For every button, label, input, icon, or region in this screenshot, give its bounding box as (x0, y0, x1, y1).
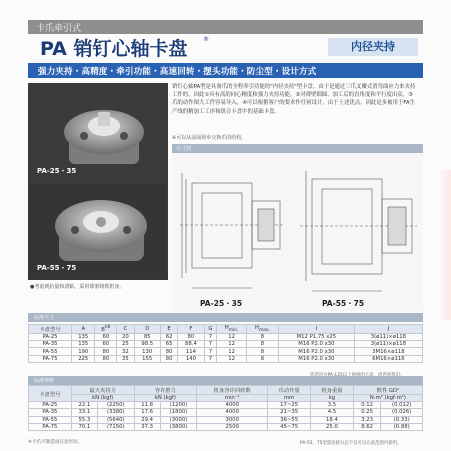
table-cell: (0.026) (381, 409, 423, 416)
table-cell: PA-35 (29, 341, 72, 348)
clamping-type-badge: 内径夹持 (328, 38, 418, 56)
table-cell: M16 P2.0 x30 (279, 355, 355, 362)
perf-footnote-right: PA-55、75型需连接分总不仅可以在此范围内使用。 (300, 441, 402, 446)
table-row (29, 355, 423, 362)
table-cell: 12 (217, 334, 247, 341)
table-row (29, 341, 423, 348)
category-bar (28, 20, 423, 34)
table-cell: 29.4 (134, 416, 160, 423)
table-cell: 65 (160, 341, 177, 348)
table-cell: 88.4 (178, 341, 204, 348)
table-row (29, 409, 423, 416)
table-cell: 33.1 (71, 409, 97, 416)
table-cell: (3380) (98, 409, 135, 416)
table-cell: (3000) (160, 416, 197, 423)
perf-footnote: ※卡爪可制造成任意形状。 (28, 440, 83, 445)
unit-header: min⁻¹ (197, 395, 268, 402)
col-header: $H_{min.}$ (217, 325, 247, 334)
table-cell: (0.012) (381, 402, 423, 409)
table-cell: 3(ø11)×ø118 (354, 341, 422, 348)
col-header: E (160, 325, 177, 334)
table-cell: 2500 (197, 423, 268, 430)
table-cell: 114 (178, 348, 204, 355)
edge-artifact (437, 170, 451, 320)
table-cell: 45~75 (268, 423, 311, 430)
table-cell: 8 (246, 355, 278, 362)
table-cell: 22.1 (71, 402, 97, 409)
unit-header: kN (kgf) (71, 395, 134, 402)
table-cell: 12 (217, 341, 247, 348)
table-header-row (29, 325, 423, 334)
photo-label: PA-55・75 (37, 264, 77, 272)
table-cell: (0.88) (381, 423, 423, 430)
unit-header: mm (268, 395, 311, 402)
table-cell: 0.12 (353, 402, 381, 409)
col-header: 机身重量 (311, 386, 354, 395)
perf-section-title: 标准规格 (34, 378, 55, 384)
spec-section-title: 标准尺寸 (34, 315, 55, 321)
performance-table (28, 385, 423, 431)
table-cell: (0.33) (381, 416, 423, 423)
table-cell: PA-55 (29, 416, 72, 423)
table-cell: 11.8 (134, 402, 160, 409)
table-cell: 35 (117, 355, 134, 362)
structure-note: ※可以从前面简单交换爪的结构。 (172, 135, 247, 141)
table-cell: 3(ø11)×ø118 (354, 334, 422, 341)
table-cell: 12 (217, 355, 247, 362)
table-cell: 3.5 (311, 402, 354, 409)
table-cell: 80 (160, 348, 177, 355)
col-header: 最大夹持力 (71, 386, 134, 395)
table-cell: 98.5 (134, 341, 160, 348)
col-header: 卡盘型号 (29, 325, 72, 334)
table-cell: PA-75 (29, 423, 72, 430)
table-cell: PA-75 (29, 355, 72, 362)
table-row (29, 416, 423, 423)
page-title: PA 销钉心轴卡盘 (40, 38, 188, 60)
col-header: A (72, 325, 95, 334)
table-cell: 4.5 (311, 409, 354, 416)
spec-section-header (28, 313, 423, 322)
table-cell: 20 (117, 334, 134, 341)
col-header: 爪动作量 (268, 386, 311, 395)
table-cell: 140 (178, 355, 204, 362)
table-cell: 85 (134, 334, 160, 341)
table-cell: PA-25 (29, 334, 72, 341)
table-cell: 8.62 (353, 423, 381, 430)
table-cell: 80 (95, 348, 117, 355)
table-row (29, 402, 423, 409)
col-header: $H_{max.}$ (246, 325, 278, 334)
table-cell: 225 (72, 355, 95, 362)
table-cell: 130 (134, 348, 160, 355)
col-header: 卡盘型号 (29, 386, 72, 402)
table-cell: (7150) (98, 423, 135, 430)
table-cell: 8 (246, 334, 278, 341)
product-description: 销钉心轴PA型是具备爪的全程牵引功能的"内径夹持"型卡盘。由于是通过三爪叉瓣式消弯曲应力来夹持工件的，因此①具有高的同心精度和强力夹持功能，②对薄壁细圆、加工后的直角度和平行度出众，③爪的动作图大工件容易导入，④可以根据客户的要求作任何设计，由于上述优点，因此是多被用于FA生产线的精加工工序和组合卡盘中的基础卡盘。 (172, 84, 416, 115)
table-cell: M16 P2.0 x30 (279, 348, 355, 355)
table-row (29, 348, 423, 355)
table-cell: 25 (117, 341, 134, 348)
feature-bar (28, 63, 423, 78)
table-cell: 7 (204, 355, 217, 362)
table-cell: PA-25 (29, 402, 72, 409)
table-cell: 4000 (197, 402, 268, 409)
table-cell: 60 (95, 341, 117, 348)
table-cell: 12 (217, 348, 247, 355)
table-cell: 37.3 (134, 423, 160, 430)
col-header: 惯性 GD² (353, 386, 422, 395)
table-cell: 135 (72, 334, 95, 341)
table-cell: 6M16×ø116 (354, 355, 422, 362)
table-cell: 60 (95, 334, 117, 341)
table-cell: (3800) (160, 423, 197, 430)
table-cell: 7 (204, 341, 217, 348)
col-header: F (178, 325, 204, 334)
table-cell: (1800) (160, 409, 197, 416)
unit-header: kg (311, 395, 354, 402)
col-header: G (204, 325, 217, 334)
table-cell: 70.1 (71, 423, 97, 430)
drawing-canvas (172, 153, 423, 311)
photo-label: PA-25・35 (37, 167, 77, 175)
table-unit-row (29, 395, 423, 402)
drawing-label-pa55-75: PA-55・75 (322, 299, 365, 308)
table-cell: M16 P2.0 x30 (279, 341, 355, 348)
table-cell: 18.4 (311, 416, 354, 423)
drawing-label-pa25-35: PA-25・35 (200, 299, 243, 308)
table-cell: 55.3 (71, 416, 97, 423)
drawing-section-title: 尺寸图 (176, 146, 192, 152)
table-cell: (2250) (98, 402, 135, 409)
table-cell: 25.0 (311, 423, 354, 430)
technical-drawings (172, 153, 423, 311)
table-cell: 8 (246, 348, 278, 355)
table-cell: 8 (246, 341, 278, 348)
table-cell: M12 P1.75 x25 (279, 334, 355, 341)
material-note: ●考虑到抗量和清粘，采用球墨铸铁机身。 (30, 284, 125, 290)
table-cell: 36~55 (268, 416, 311, 423)
table-row (29, 334, 423, 341)
table-cell: 3M16×ø118 (354, 348, 422, 355)
product-photo-pa55-75 (28, 183, 168, 280)
table-cell: 17.6 (134, 409, 160, 416)
col-header: $B^{h6}$ (95, 325, 117, 334)
table-cell: 7 (204, 348, 217, 355)
table-cell: 80 (178, 334, 204, 341)
table-cell: 4000 (197, 409, 268, 416)
unit-header: N·m² (kgf·m²) (353, 395, 422, 402)
table-cell: PA-35 (29, 409, 72, 416)
table-cell: PA-55 (29, 348, 72, 355)
registered-mark: ® (203, 36, 209, 43)
col-header: 机身容许回转数 (197, 386, 268, 395)
table-cell: (5640) (98, 416, 135, 423)
category-tag: 卡爪牵引式 (36, 24, 82, 34)
col-header: 容许推力 (134, 386, 197, 395)
table-cell: 80 (95, 355, 117, 362)
col-header: I (279, 325, 355, 334)
table-row (29, 423, 423, 430)
product-photo-pa25-35 (28, 83, 168, 183)
table-cell: 21~35 (268, 409, 311, 416)
feature-list: 强力夹持・高精度・牵引功能・高速回转・摆头功能・防尘型・设计方式 (38, 67, 317, 77)
table-header-row (29, 386, 423, 395)
table-cell: 32 (117, 348, 134, 355)
perf-section-header (28, 376, 423, 385)
table-cell: 0.25 (353, 409, 381, 416)
table-cell: 17~25 (268, 402, 311, 409)
unit-header: kN (kgf) (134, 395, 197, 402)
table-cell: 135 (72, 341, 95, 348)
dimension-table (28, 324, 423, 363)
table-cell: 3.23 (353, 416, 381, 423)
table-cell: 190 (72, 348, 95, 355)
col-header: J (354, 325, 422, 334)
table-cell: 155 (134, 355, 160, 362)
drawing-section-header (172, 144, 423, 153)
table-cell: (1200) (160, 402, 197, 409)
col-header: C (117, 325, 134, 334)
col-header: D (134, 325, 160, 334)
table-cell: 62 (160, 334, 177, 341)
table-cell: 80 (160, 355, 177, 362)
table-cell: 3000 (197, 416, 268, 423)
table-cell: 7 (204, 334, 217, 341)
